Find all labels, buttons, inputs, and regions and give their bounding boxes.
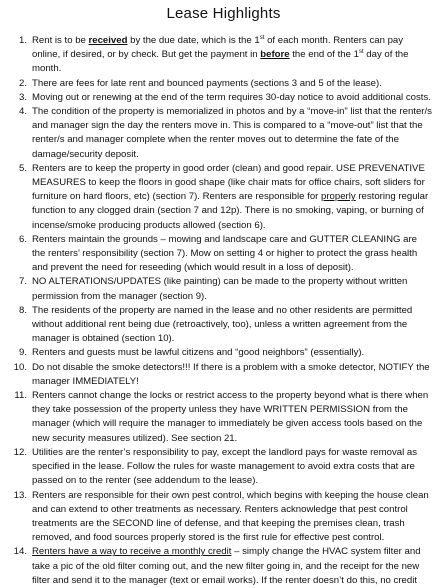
document-title: Lease Highlights [166, 5, 281, 22]
item-text: NO ALTERATIONS/UPDATES (like painting) can be made to the property without written permission from the manager (section 9). [32, 276, 408, 302]
item-text-segment: – simply change the HVAC system filter and take a pic of the old filter coming out, and the new filter going in, and the receipt for the new filter and send it to the manager (text or email works). If the renter doesn’t do this, no credit [32, 546, 421, 586]
item-number: 6. [18, 233, 27, 245]
item-text: Do not disable the smoke detectors!!! If there is a problem with a smoke detector, NOTIFY the manager IMMEDIATELY! [32, 361, 430, 387]
item-text [32, 34, 432, 77]
item-text: Renters cannot change the locks or restrict access to the property beyond what is there when they take possession of the property unless they have WRITTEN PERMISSION from the manager (which will require the manager to immediately be given access tools based on the new security measures utilized). See section 21. [32, 390, 429, 444]
item-number: 11. [14, 390, 27, 402]
list-item [0, 77, 447, 91]
item-number: 10. [13, 361, 27, 373]
list-item [0, 361, 447, 389]
item-text-segment: of each month. Renters can pay online, if desired, or by check. But get the payment in [32, 35, 404, 61]
ordinal-suffix: st [259, 34, 265, 41]
item-text-segment: restoring regular function to any clogged drain (section 7 and 12p). There is no smoking, vaping, or burning of incense/smoke producing products allowed (section 6). [32, 191, 429, 231]
item-text-segment: the end of the 1 [289, 49, 359, 61]
list-item [0, 489, 447, 546]
item-number: 14. [13, 546, 27, 558]
emphasis-before: before [260, 49, 290, 61]
item-number: 9. [18, 347, 27, 359]
item-number: 7. [18, 276, 27, 288]
ordinal-suffix: st [358, 49, 364, 56]
highlights-list [0, 34, 447, 588]
item-text-segment: day of the month. [32, 49, 409, 75]
list-item [0, 346, 447, 360]
item-text: Renters maintain the grounds – mowing and landscape care and GUTTER CLEANING are the renters’ responsibility (section 7). Mow on setting 4 or higher to protect the grass health and prevent the need for reseeding (which would result in a loss of deposit). [32, 233, 418, 274]
list-item [0, 233, 447, 276]
emphasis-monthly-credit: Renters have a way to receive a monthly credit [32, 546, 232, 558]
item-text: Moving out or renewing at the end of the term requires 30-day notice to avoid additional costs. [32, 91, 431, 103]
list-item [0, 91, 447, 105]
item-text: There are fees for late rent and bounced payments (sections 3 and 5 of the lease). [32, 77, 382, 89]
item-text [32, 545, 432, 588]
list-item [0, 304, 447, 347]
list-item [0, 545, 447, 588]
list-item [0, 162, 447, 233]
item-number: 5. [18, 162, 27, 174]
item-number: 1. [18, 35, 27, 46]
item-text: Renters and guests must be lawful citizens and “good neighbors” (essentially). [32, 347, 365, 359]
item-text [32, 162, 432, 233]
item-number: 3. [18, 91, 27, 103]
item-text-segment: Renters are to keep the property in good order (clean) and good repair. USE PREVENATIVE MEASURES to keep the floors in good shape (like chair mats for office chairs, soft sliders for furniture on hard floors, etc) (section 7). Renters are responsible for [32, 162, 425, 203]
emphasis-properly: properly [321, 191, 356, 203]
list-item [0, 446, 447, 489]
item-number: 2. [18, 77, 27, 89]
item-text: Renters are responsible for their own pest control, which begins with keeping the house clean and can extend to other treatments as necessary. Renters acknowledge that pest control treatments are the SECOND line of defense, and that keeping the premises clean, trash removed, and food sources properly stored is the first rule for effective pest control. [32, 489, 429, 544]
list-item [0, 275, 447, 303]
item-text: The condition of the property is memorialized in photos and by a “move-in” list that the renter/s and manager sign the day the renters move in. This is compared to a “move-out” list that the renter/s and manager complete when the renter moves out to determine the fate of the damage/security deposit. [32, 106, 432, 160]
item-number: 13. [13, 489, 27, 501]
list-item [0, 34, 447, 77]
list-item [0, 105, 447, 162]
item-text: The residents of the property are named in the lease and no other residents are permitted without additional rent being due (retroactively, too), unless a written agreement from the manager is obtained (section 10). [32, 304, 413, 345]
item-number: 4. [18, 106, 27, 118]
list-item [0, 389, 447, 446]
item-number: 8. [18, 304, 27, 316]
item-text: Utilities are the renter’s responsibility to pay, except the landlord pays for waste removal as specified in the lease. Follow the rules for waste management to avoid extra costs that are passed on to the renter (see addendum to the lease). [32, 446, 418, 487]
item-number: 12. [13, 446, 27, 458]
item-text-segment: Rent is to be [32, 35, 89, 46]
item-text-segment: by the due date, which is the 1 [127, 35, 260, 46]
emphasis-received: received [88, 35, 128, 46]
